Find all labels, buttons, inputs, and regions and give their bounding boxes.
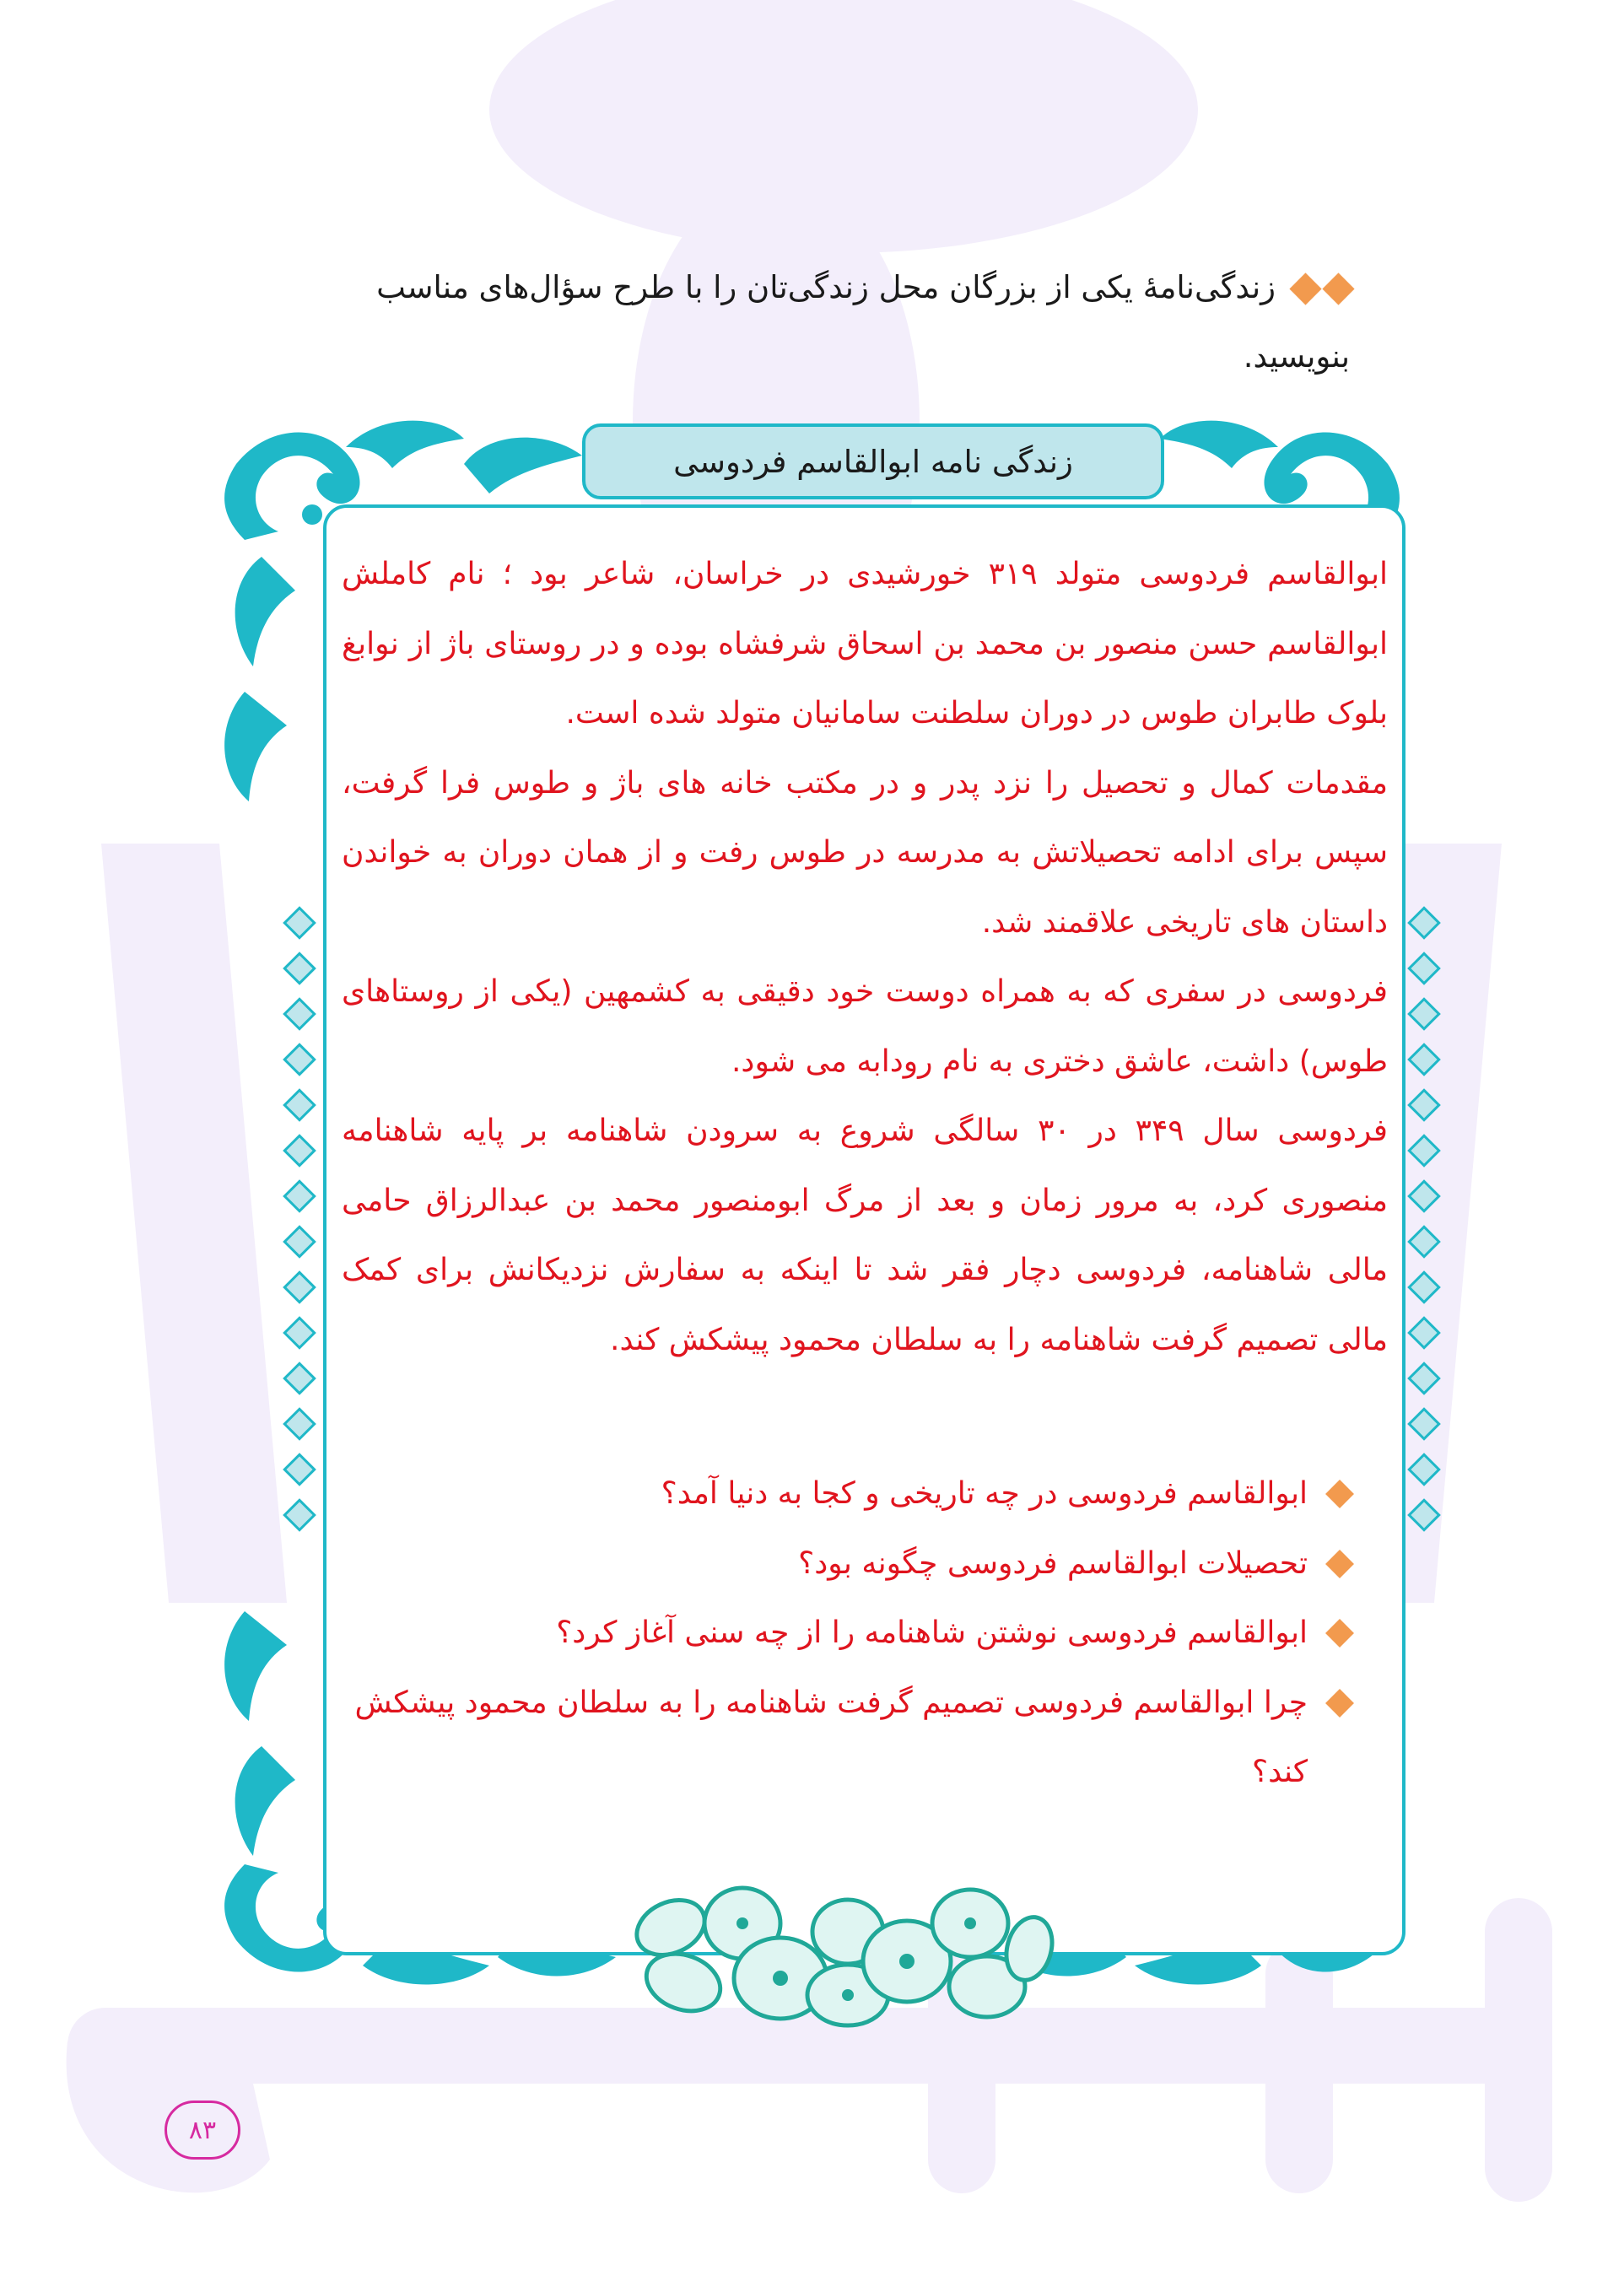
- diamond-icon: [1407, 1362, 1441, 1395]
- question-item: [342, 1599, 1350, 1669]
- diamond-icon: [283, 1043, 316, 1076]
- diamond-icon: [283, 1088, 316, 1122]
- diamond-icon: [1407, 1270, 1441, 1304]
- diamond-icon: [1407, 1498, 1441, 1532]
- page-number-text: ۸۳: [188, 2115, 217, 2145]
- question-text: ابوالقاسم فردوسی در چه تاریخی و کجا به دنیا آمد؟: [661, 1476, 1308, 1511]
- diamond-icon: [1407, 906, 1441, 940]
- diamond-icon: [1407, 1407, 1441, 1441]
- diamond-icon: [1407, 1179, 1441, 1213]
- diamond-icon: [283, 906, 316, 940]
- question-text: تحصیلات ابوالقاسم فردوسی چگونه بود؟: [798, 1545, 1308, 1581]
- diamond-icon: [283, 1316, 316, 1350]
- page-number: [165, 2101, 240, 2160]
- diamond-icon: [1407, 952, 1441, 985]
- diamond-icon: [283, 1225, 316, 1259]
- diamond-icon: [283, 997, 316, 1031]
- bullet-diamond-icon: [1322, 272, 1354, 305]
- orange-diamond-icon: [1325, 1619, 1354, 1648]
- diamond-icon: [283, 1270, 316, 1304]
- diamond-icon: [1407, 1225, 1441, 1259]
- orange-diamond-icon: [1325, 1480, 1354, 1508]
- diamond-icon: [1407, 1134, 1441, 1168]
- diamond-icon: [1407, 1088, 1441, 1122]
- right-diamond-column: [1407, 911, 1441, 1549]
- orange-diamond-icon: [1325, 1550, 1354, 1578]
- questions-list: [342, 1459, 1350, 1808]
- question-item: [342, 1529, 1350, 1599]
- diamond-icon: [1407, 997, 1441, 1031]
- biography-title-tab: [582, 423, 1164, 499]
- paragraph: مقدمات کمال و تحصیل را نزد پدر و در مکتب خانه های باژ و طوس فرا گرفت، سپس برای ادامه تحصیلاتش به مدرسه در طوس رفت و از همان دوران به خواندن داستان های تاریخی علاقمند شد.: [342, 765, 1388, 940]
- diamond-icon: [283, 1498, 316, 1532]
- diamond-icon: [283, 1134, 316, 1168]
- orange-diamond-icon: [1325, 1689, 1354, 1718]
- paragraph: فردوسی در سفری که به همراه دوست خود دقیقی به کشمهین (یکی از روستاهای طوس) داشت، عاشق دختری به نام رودابه می شود.: [342, 974, 1388, 1079]
- left-diamond-column: [283, 911, 316, 1549]
- diamond-icon: [1407, 1043, 1441, 1076]
- question-item: [342, 1669, 1350, 1808]
- diamond-icon: [283, 1362, 316, 1395]
- diamond-icon: [1407, 1453, 1441, 1486]
- instruction: [312, 253, 1350, 391]
- question-text: ابوالقاسم فردوسی نوشتن شاهنامه را از چه سنی آغاز کرد؟: [556, 1615, 1308, 1650]
- diamond-icon: [283, 1407, 316, 1441]
- question-text: چرا ابوالقاسم فردوسی تصمیم گرفت شاهنامه را به سلطان محمود پیشکش کند؟: [354, 1685, 1308, 1789]
- paragraph: فردوسی سال ۳۴۹ در ۳۰ سالگی شروع به سرودن شاهنامه بر پایه شاهنامه منصوری کرد، به مرور زمان و بعد از مرگ ابومنصور محمد بن عبدالرزاق حامی مالی شاهنامه، فردوسی دچار فقر شد تا اینکه به سفارش نزدیکانش برای کمک مالی تصمیم گرفت شاهنامه را به سلطان محمود پیشکش کند.: [342, 1114, 1389, 1357]
- biography-title: زندگی نامه ابوالقاسم فردوسی: [673, 443, 1073, 480]
- diamond-icon: [1407, 1316, 1441, 1350]
- paragraph: ابوالقاسم فردوسی متولد ۳۱۹ خورشیدی در خراسان، شاعر بود ؛ نام کاملش ابوالقاسم حسن منصور بن محمد بن اسحاق شرفشاه بوده و در روستای باژ از نوابغ بلوک طابران طوس در دوران سلطنت سامانیان متولد شده است.: [342, 557, 1388, 731]
- flower-decoration-icon: [633, 1869, 1055, 2029]
- instruction-text: زندگی‌نامهٔ یکی از بزرگان محل زندگی‌تان را با طرح سؤال‌های مناسب بنویسید.: [376, 269, 1350, 375]
- bullet-diamond-icon: [1289, 272, 1321, 305]
- question-item: [342, 1459, 1350, 1529]
- diamond-icon: [283, 952, 316, 985]
- diamond-icon: [283, 1179, 316, 1213]
- biography-text: [342, 540, 1388, 1375]
- diamond-icon: [283, 1453, 316, 1486]
